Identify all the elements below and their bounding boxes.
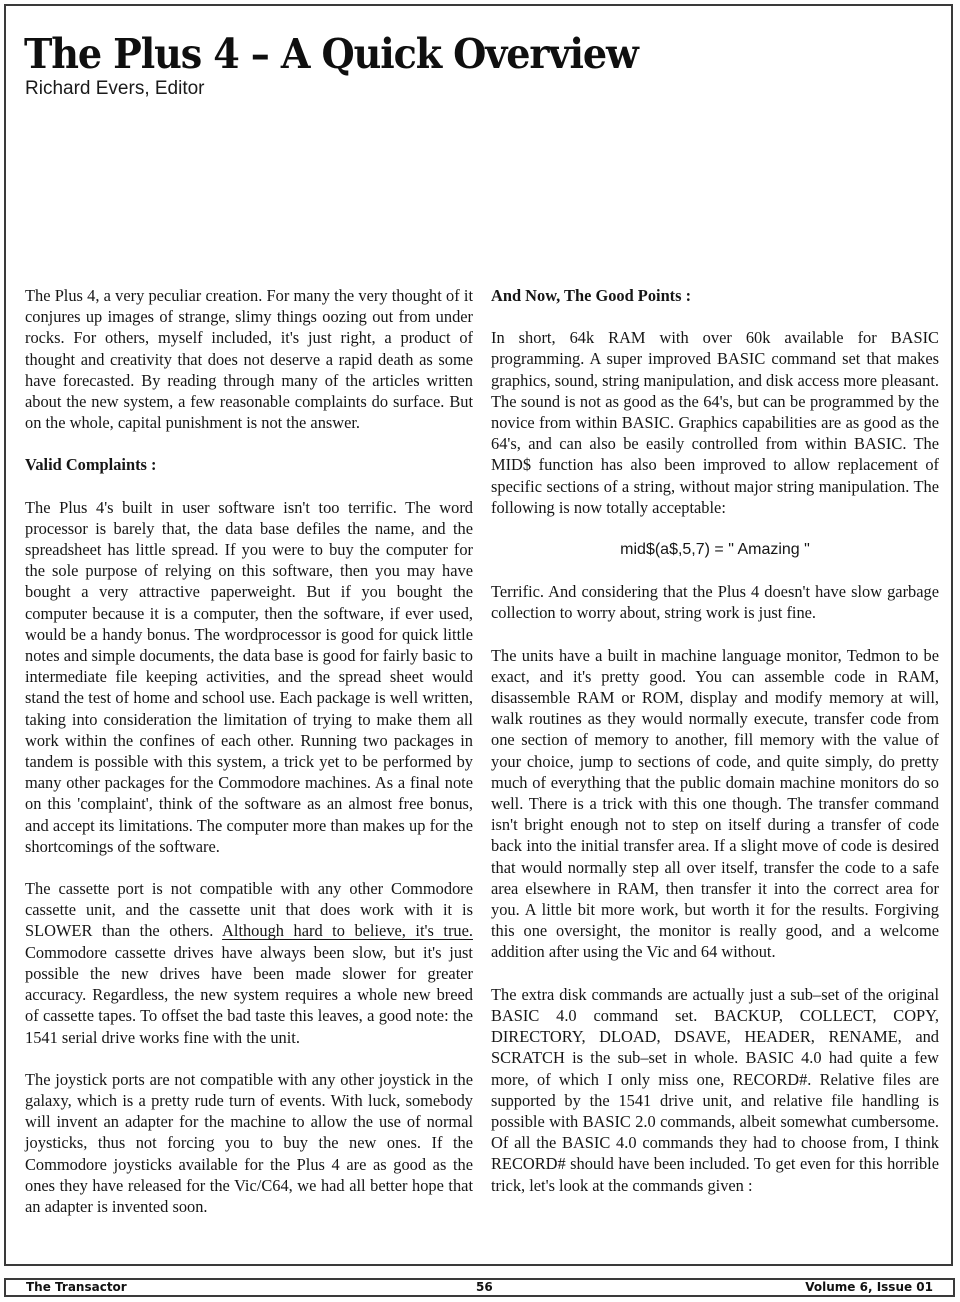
terrific-paragraph: Terrific. And considering that the Plus 4 doesn't have slow garbage collection to worry about, string work is just fine. — [491, 582, 939, 623]
heading-good-points: And Now, The Good Points : — [491, 286, 692, 305]
left-column — [25, 285, 473, 1238]
cassette-text-b: Commodore cassette drives have always been slow, but it's just possible the new drives have been made slower for greater accuracy. Regardless, the new system requires a whole new breed of cassette tapes. To offset the bad taste this leaves, a good note: the 1541 serial drive works fine with the unit. — [25, 942, 473, 1047]
intro-paragraph: The Plus 4, a very peculiar creation. For many the very thought of it conjures up images of strange, slimy things oozing out from under rocks. For others, myself included, it's just right, a product of thought and creativity that does not deserve a rapid death as some have forecasted. By reading through many of the articles written about the new system, a few reasonable complaints do surface. But on the whole, capital punishment is not the answer. — [25, 286, 473, 433]
page-footer — [4, 1278, 955, 1297]
footer-publication: The Transactor — [26, 1280, 127, 1294]
code-example: mid$(a$,5,7) = " Amazing " — [620, 541, 810, 559]
cassette-paragraph — [25, 878, 473, 1048]
monitor-paragraph: The units have a built in machine language monitor, Tedmon to be exact, and it's pretty good. You can assemble code in RAM, disassemble RAM or ROM, display and modify memory at will, walk routines as they would normally execute, transfer code from one section of memory to another, fill memory with the value of your choice, jump to sections of code, and quite simply, do pretty much of everything that the public domain machine monitors do so well. There is a trick with this one though. The transfer command isn't bright enough not to step on itself during a transfer of code back into the initial transfer area. If a slight move of code is desired that would normally step all over itself, transfer the code to a safe area elsewhere in RAM, then transfer it into the correct area for you. A little bit more work, but worth it for the results. Forgiving this one oversight, the monitor is really good, and a welcome addition after using the Vic and 64 without. — [491, 645, 939, 962]
ram-paragraph: In short, 64k RAM with over 60k available for BASIC programming. A super improved BASIC command set that makes graphics, sound, string manipulation, and disk access more pleasant. The sound is not as good as the 64's, but can be programmed by the novice from within BASIC. Graphics capabilities are as good as the 64's, and can also be easily controlled from within BASIC. The MID$ function has also been improved to allow replacement of specific sections of a string, without major string manipulation. The following is now totally acceptable: — [491, 328, 939, 517]
software-paragraph: The Plus 4's built in user software isn't too terrific. The word processor is barely that, the data base defiles the name, and the spreadsheet has little spread. If you were to buy the computer for the sole purpose of relying on this software, then you may have bought a very attractive paperweight. But if you bought the computer because it is a computer, then the software, if ever used, would be a handy bonus. The wordprocessor is good for quick little notes and simple documents, the data base is good for fairly basic to intermediate file keeping activities, and the spread sheet would stand the test of home and school use. Each package is well written, taking into consideration the limitation of trying to make them all work within the confines of each other. Running two packages in tandem is possible with this system, a trick yet to be performed by many other packages for the Commodore machines. As a final note on this 'complaint', think of the software as an almost free bonus, and accept its limitations. The computer more than makes up for the shortcomings of the software. — [25, 497, 473, 856]
joystick-paragraph: The joystick ports are not compatible with any other joystick in the galaxy, which is a pretty rude turn of events. With luck, somebody will invent an adapter for the machine to allow the use of normal joysticks, thus not forcing you to buy the new ones. If the Commodore joysticks available for the Plus 4 are as good as the ones they have released for the Vic/C64, we had all better hope that an adapter is invented soon. — [25, 1069, 473, 1216]
underlined-remark: Although hard to believe, it's true. — [222, 921, 473, 941]
article-title: The Plus 4 – A Quick Overview — [24, 30, 638, 78]
article-byline: Richard Evers, Editor — [25, 78, 205, 99]
cassette-text-a: The cassette port is not compatible with any other Commodore cassette unit, and the cassette unit that does work with it is SLOWER than the others. — [25, 879, 473, 941]
right-column — [491, 285, 939, 1217]
footer-issue: Volume 6, Issue 01 — [805, 1280, 933, 1294]
footer-page-number: 56 — [476, 1280, 493, 1294]
heading-valid-complaints: Valid Complaints : — [25, 455, 157, 475]
disk-commands-paragraph: The extra disk commands are actually just a sub–set of the original BASIC 4.0 command set. BACKUP, COLLECT, COPY, DIRECTORY, DLOAD, DSAVE, HEADER, RENAME, and SCRATCH is the sub–set in whole. BASIC 4.0 had quite a few more, of which I only miss one, RECORD#. Relative files are supported by the 1541 drive unit, and relative file handling is possible with BASIC 2.0 commands, albeit somewhat cumbersome. Of all the BASIC 4.0 commands they had to choose from, I think RECORD# should have been included. To get even for this horrible trick, let's look at the commands given : — [491, 984, 939, 1195]
